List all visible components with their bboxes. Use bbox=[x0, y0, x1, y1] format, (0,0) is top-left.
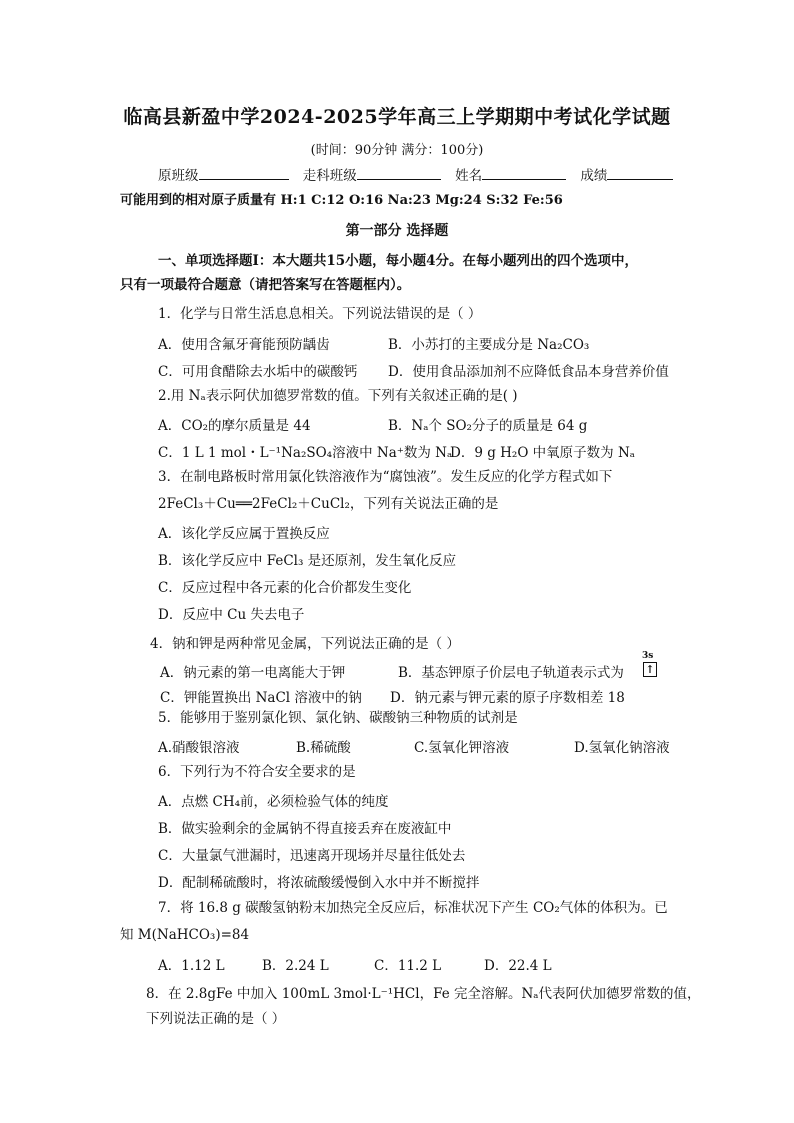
q2-option-d: D．9 g H₂O 中氧原子数为 Nₐ bbox=[450, 445, 635, 461]
orbital-box: ↑ bbox=[643, 662, 657, 677]
class-orig-label: 原班级 bbox=[158, 168, 199, 184]
orbital-diagram bbox=[640, 652, 660, 678]
q2-option-b: B．Nₐ个 SO₂分子的质量是 64 g bbox=[388, 418, 588, 434]
class-take-label: 走科班级 bbox=[302, 168, 357, 184]
q3-option-d: D．反应中 Cu 失去电子 bbox=[158, 607, 305, 623]
class-orig-blank bbox=[199, 165, 289, 180]
q4-option-a: A．钠元素的第一电离能大于钾 bbox=[160, 665, 346, 681]
q3-option-a: A．该化学反应属于置换反应 bbox=[158, 526, 330, 542]
q4-option-b: B．基态钾原子价层电子轨道表示式为 bbox=[398, 665, 624, 681]
q5-stem: 5．能够用于鉴别氯化钡、氯化钠、碳酸钠三种物质的试剂是 bbox=[158, 710, 518, 726]
name-blank bbox=[482, 165, 566, 180]
q1-option-d: D．使用食品添加剂不应降低食品本身营养价值 bbox=[388, 364, 669, 380]
section-instruction-1: 一、单项选择题Ⅰ：本大题共15小题，每小题4分。在每小题列出的四个选项中， bbox=[158, 253, 638, 269]
exam-title: 临高县新盈中学2024-2025学年高三上学期期中考试化学试题 bbox=[123, 106, 671, 128]
score-blank bbox=[607, 165, 673, 180]
q2-option-a: A．CO₂的摩尔质量是 44 bbox=[158, 418, 311, 434]
q3-option-c: C．反应过程中各元素的化合价都发生变化 bbox=[158, 580, 412, 596]
q6-option-d: D．配制稀硫酸时，将浓硫酸缓慢倒入水中并不断搅拌 bbox=[158, 875, 480, 891]
student-info-row bbox=[158, 165, 683, 185]
q7-option-d: D．22.4 L bbox=[484, 958, 552, 974]
q5-option-d: D.氢氧化钠溶液 bbox=[574, 740, 670, 756]
atomic-masses: 可能用到的相对原子质量有 H:1 C:12 O:16 Na:23 Mg:24 S:32 Fe:56 bbox=[120, 193, 563, 208]
section-title: 第一部分 选择题 bbox=[345, 223, 449, 239]
q1-option-b: B．小苏打的主要成分是 Na₂CO₃ bbox=[388, 337, 590, 353]
q4-option-c: C．钾能置换出 NaCl 溶液中的钠 bbox=[160, 690, 362, 706]
q6-option-c: C．大量氯气泄漏时，迅速离开现场并尽量往低处去 bbox=[158, 848, 466, 864]
q7-stem-2: 知 M(NaHCO₃)=84 bbox=[120, 927, 250, 943]
q6-stem: 6．下列行为不符合安全要求的是 bbox=[158, 764, 356, 780]
name-label: 姓名 bbox=[455, 168, 483, 184]
q5-option-a: A.硝酸银溶液 bbox=[158, 740, 240, 756]
class-take-blank bbox=[357, 165, 441, 180]
score-label: 成绩 bbox=[580, 168, 608, 184]
section-instruction-2: 只有一项最符合题意（请把答案写在答题框内）。 bbox=[120, 277, 411, 293]
q3-stem-2: 2FeCl₃＋Cu══2FeCl₂＋CuCl₂，下列有关说法正确的是 bbox=[158, 496, 499, 512]
q6-option-b: B．做实验剩余的金属钠不得直接丢弃在废液缸中 bbox=[158, 821, 452, 837]
q7-stem-1: 7．将 16.8 g 碳酸氢钠粉末加热完全反应后，标准状况下产生 CO₂气体的体积为。已 bbox=[158, 900, 668, 916]
q7-option-b: B．2.24 L bbox=[262, 958, 329, 974]
q6-option-a: A．点燃 CH₄前，必须检验气体的纯度 bbox=[158, 794, 389, 810]
q2-option-c: C．1 L 1 mol・L⁻¹Na₂SO₄溶液中 Na⁺数为 Nₐ bbox=[158, 445, 453, 461]
q3-option-b: B．该化学反应中 FeCl₃ 是还原剂，发生氧化反应 bbox=[158, 553, 457, 569]
q5-option-b: B.稀硫酸 bbox=[296, 740, 351, 756]
orbital-label: 3s bbox=[642, 651, 654, 661]
q4-option-d: D．钠元素与钾元素的原子序数相差 18 bbox=[390, 690, 625, 706]
q2-stem: 2.用 Nₐ表示阿伏加德罗常数的值。下列有关叙述正确的是( ) bbox=[158, 388, 518, 404]
q8-stem-2: 下列说法正确的是（ ） bbox=[146, 1011, 286, 1027]
q5-option-c: C.氢氧化钾溶液 bbox=[414, 740, 510, 756]
q4-stem: 4．钠和钾是两种常见金属，下列说法正确的是（ ） bbox=[150, 636, 460, 652]
q7-option-a: A．1.12 L bbox=[158, 958, 225, 974]
q7-option-c: C．11.2 L bbox=[374, 958, 442, 974]
q1-stem: 1．化学与日常生活息息相关。下列说法错误的是（ ） bbox=[158, 306, 482, 322]
exam-subtitle: (时间：90分钟 满分：100分) bbox=[310, 143, 484, 158]
q3-stem-1: 3．在制电路板时常用氯化铁溶液作为“腐蚀液”。发生反应的化学方程式如下 bbox=[158, 469, 613, 485]
q8-stem-1: 8．在 2.8gFe 中加入 100mL 3mol·L⁻¹HCl，Fe 完全溶解。Nₐ代表阿伏加德罗常数的值， bbox=[146, 986, 701, 1002]
q1-option-a: A．使用含氟牙膏能预防龋齿 bbox=[158, 337, 330, 353]
q1-option-c: C．可用食醋除去水垢中的碳酸钙 bbox=[158, 364, 358, 380]
